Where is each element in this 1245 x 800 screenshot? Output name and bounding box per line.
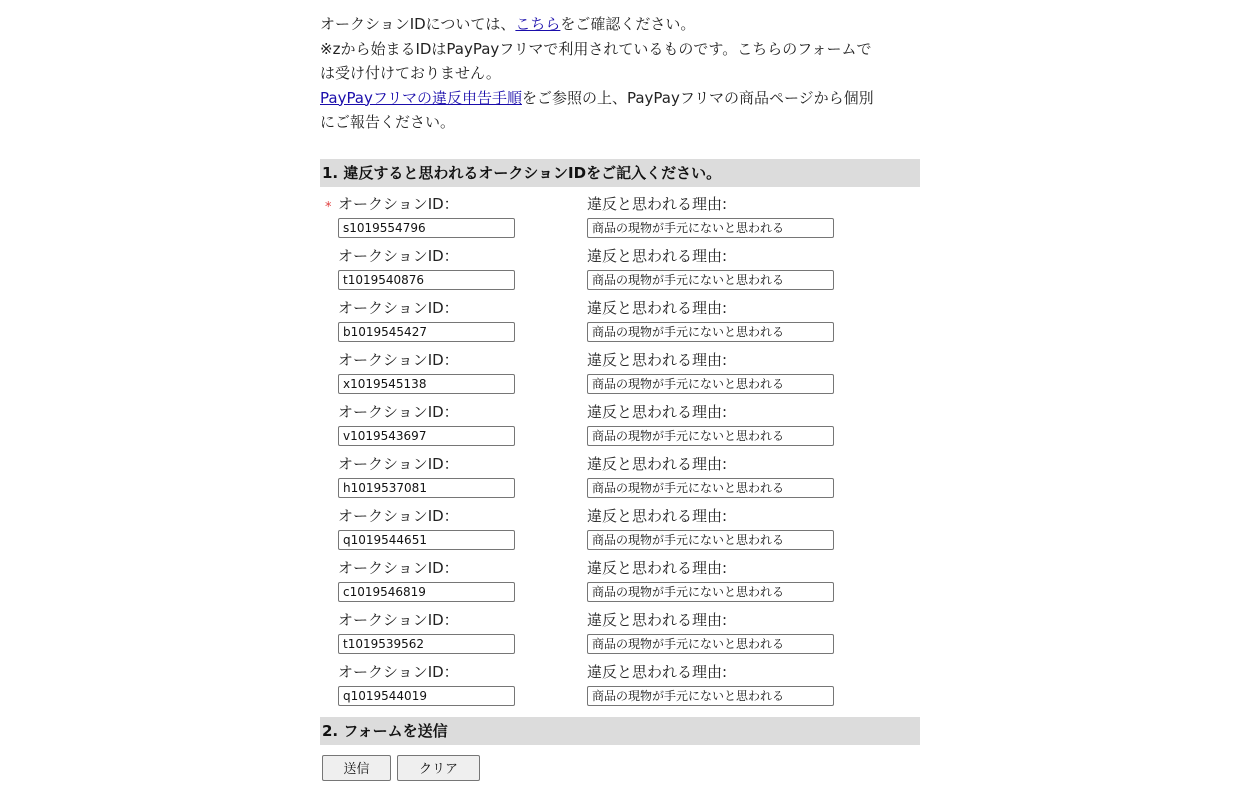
intro-line-1-text-after: をご確認ください。	[560, 15, 696, 33]
violation-reason-label: 違反と思われる理由:	[587, 558, 728, 577]
intro-line-2b-text: は受け付けておりません。	[320, 64, 501, 82]
violation-reason-input[interactable]	[587, 374, 834, 394]
violation-reason-input[interactable]	[587, 582, 834, 602]
section-2-heading: 2. フォームを送信	[320, 717, 920, 745]
violation-reason-input[interactable]	[587, 530, 834, 550]
violation-reason-label: 違反と思われる理由:	[587, 610, 728, 629]
form-buttons	[320, 755, 920, 781]
intro-line-3b	[320, 110, 920, 135]
auction-id-input[interactable]	[338, 478, 515, 498]
auction-row	[320, 607, 920, 659]
violation-reason-label: 違反と思われる理由:	[587, 298, 728, 317]
violation-reason-input[interactable]	[587, 322, 834, 342]
auction-id-label: オークションID：	[338, 246, 459, 265]
violation-reason-label: 違反と思われる理由:	[587, 350, 728, 369]
auction-id-label: オークションID：	[338, 350, 459, 369]
violation-reason-input[interactable]	[587, 686, 834, 706]
auction-id-label: オークションID：	[338, 610, 459, 629]
violation-reason-label: 違反と思われる理由:	[587, 402, 728, 421]
auction-row	[320, 295, 920, 347]
auction-row	[320, 191, 920, 243]
auction-id-label: オークションID：	[338, 454, 459, 473]
auction-row	[320, 399, 920, 451]
intro-line-2b	[320, 61, 920, 86]
auction-id-input[interactable]	[338, 582, 515, 602]
auction-id-label: オークションID：	[338, 506, 459, 525]
auction-row	[320, 243, 920, 295]
paypay-report-procedure-link[interactable]: PayPayフリマの違反申告手順	[320, 88, 522, 107]
auction-id-input[interactable]	[338, 218, 515, 238]
intro-line-3	[320, 86, 920, 111]
violation-reason-label: 違反と思われる理由:	[587, 194, 728, 213]
auction-id-input[interactable]	[338, 426, 515, 446]
violation-reason-label: 違反と思われる理由:	[587, 662, 728, 681]
submit-button[interactable]: 送信	[322, 755, 391, 781]
violation-reason-input[interactable]	[587, 478, 834, 498]
auction-id-label: オークションID：	[338, 558, 459, 577]
auction-row	[320, 503, 920, 555]
auction-id-input[interactable]	[338, 374, 515, 394]
required-mark: *	[325, 199, 332, 215]
intro-line-3b-text: にご報告ください。	[320, 113, 456, 131]
auction-row	[320, 659, 920, 711]
auction-row	[320, 347, 920, 399]
auction-id-label: オークションID：	[338, 194, 459, 213]
violation-reason-input[interactable]	[587, 218, 834, 238]
violation-reason-label: 違反と思われる理由:	[587, 246, 728, 265]
auction-id-label: オークションID：	[338, 298, 459, 317]
violation-reason-input[interactable]	[587, 634, 834, 654]
auction-id-rows	[320, 187, 920, 711]
section-1-heading: 1. 違反すると思われるオークションIDをご記入ください。	[320, 159, 920, 187]
auction-id-help-link[interactable]: こちら	[515, 15, 561, 33]
auction-id-input[interactable]	[338, 634, 515, 654]
violation-reason-input[interactable]	[587, 270, 834, 290]
auction-id-input[interactable]	[338, 270, 515, 290]
intro-text	[320, 12, 920, 135]
auction-row	[320, 555, 920, 607]
violation-reason-label: 違反と思われる理由:	[587, 454, 728, 473]
auction-id-input[interactable]	[338, 530, 515, 550]
violation-reason-label: 違反と思われる理由:	[587, 506, 728, 525]
clear-button[interactable]: クリア	[397, 755, 480, 781]
intro-line-2a: ※zから始まるIDはPayPayフリマで利用されているものです。こちらのフォームで	[320, 39, 872, 58]
auction-id-label: オークションID：	[338, 402, 459, 421]
intro-line-2	[320, 37, 920, 62]
auction-id-input[interactable]	[338, 322, 515, 342]
intro-line-1	[320, 12, 920, 37]
auction-row	[320, 451, 920, 503]
violation-reason-input[interactable]	[587, 426, 834, 446]
report-form-container	[320, 12, 920, 781]
auction-id-input[interactable]	[338, 686, 515, 706]
intro-line-1-text: オークションIDについては、	[320, 15, 516, 33]
intro-line-3-text-after: をご参照の上、PayPayフリマの商品ページから個別	[521, 88, 874, 107]
auction-id-label: オークションID：	[338, 662, 459, 681]
